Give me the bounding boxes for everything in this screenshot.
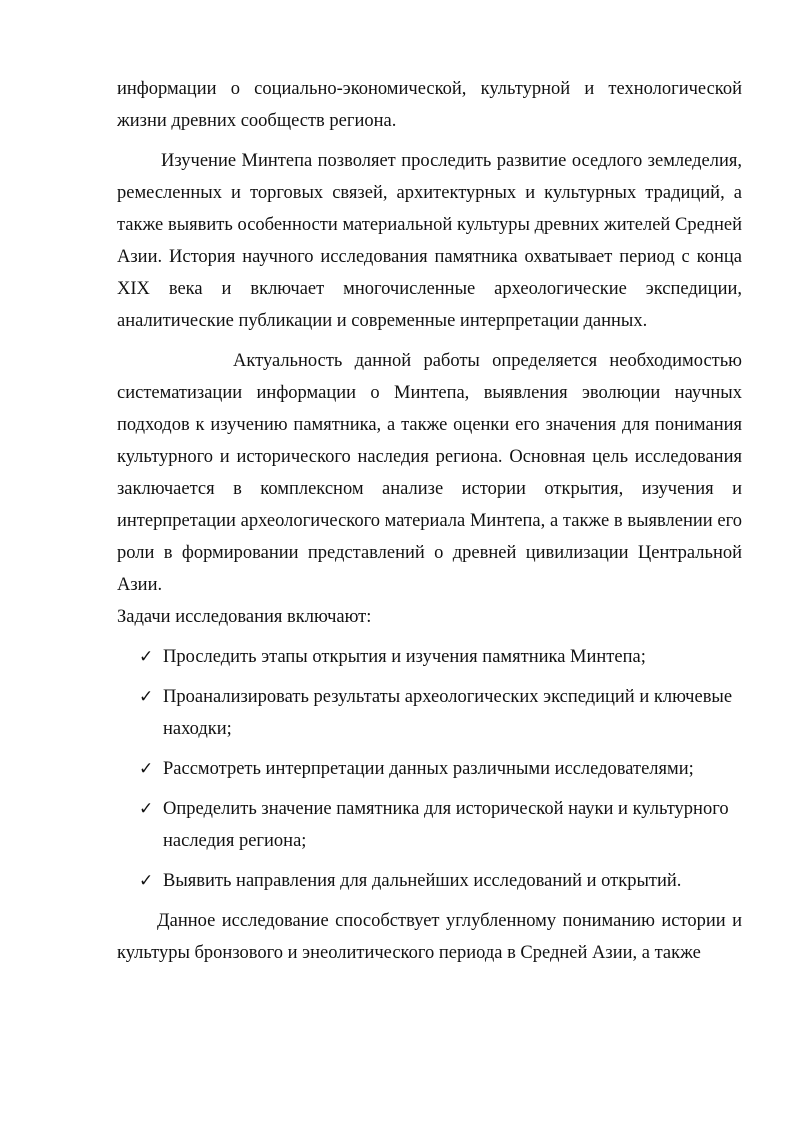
task-item — [117, 753, 742, 785]
task-item-text: Выявить направления для дальнейших исследований и открытий. — [163, 871, 682, 891]
paragraph-conclusion-start: Данное исследование способствует углубленному пониманию истории и культуры бронзового и энеолитического периода в Средней Азии, а также — [117, 911, 742, 963]
task-item-text: Определить значение памятника для исторической науки и культурного наследия региона; — [163, 799, 729, 851]
task-item-text: Проанализировать результаты археологических экспедиций и ключевые находки; — [163, 687, 733, 739]
task-item — [117, 681, 742, 745]
task-item — [117, 793, 742, 857]
check-mark-icon: ✓ — [139, 799, 154, 819]
document-page — [117, 73, 742, 969]
task-item-text: Проследить этапы открытия и изучения памятника Минтепа; — [163, 647, 646, 667]
paragraph-mintepa-study: Изучение Минтепа позволяет проследить развитие оседлого земледелия, ремесленных и торговых связей, архитектурных и культурных традиций, а также выявить особенности материальной культуры древних жителей Средней Азии. История научного исследования памятника охватывает период с конца XIX века и включает многочисленные археологические экспедиции, аналитические публикации и современные интерпретации данных. — [117, 151, 742, 331]
tasks-list — [117, 641, 742, 897]
task-item — [117, 865, 742, 897]
check-mark-icon: ✓ — [139, 871, 154, 891]
task-item — [117, 641, 742, 673]
check-mark-icon: ✓ — [139, 759, 154, 779]
paragraph-relevance: Актуальность данной работы определяется необходимостью систематизации информации о Минтепа, выявления эволюции научных подходов к изучению памятника, а также оценки его значения для понимания культурного и исторического наследия региона. Основная цель исследования заключается в комплексном анализе истории открытия, изучения и интерпретации археологического материала Минтепа, а также в выявлении его роли в формировании представлений о древней цивилизации Центральной Азии. — [117, 351, 742, 595]
check-mark-icon: ✓ — [139, 647, 154, 667]
paragraph-intro-continuation: информации о социально-экономической, культурной и технологической жизни древних сообществ региона. — [117, 79, 742, 131]
task-item-text: Рассмотреть интерпретации данных различными исследователями; — [163, 759, 694, 779]
tasks-heading: Задачи исследования включают: — [117, 607, 372, 627]
check-mark-icon: ✓ — [139, 687, 154, 707]
